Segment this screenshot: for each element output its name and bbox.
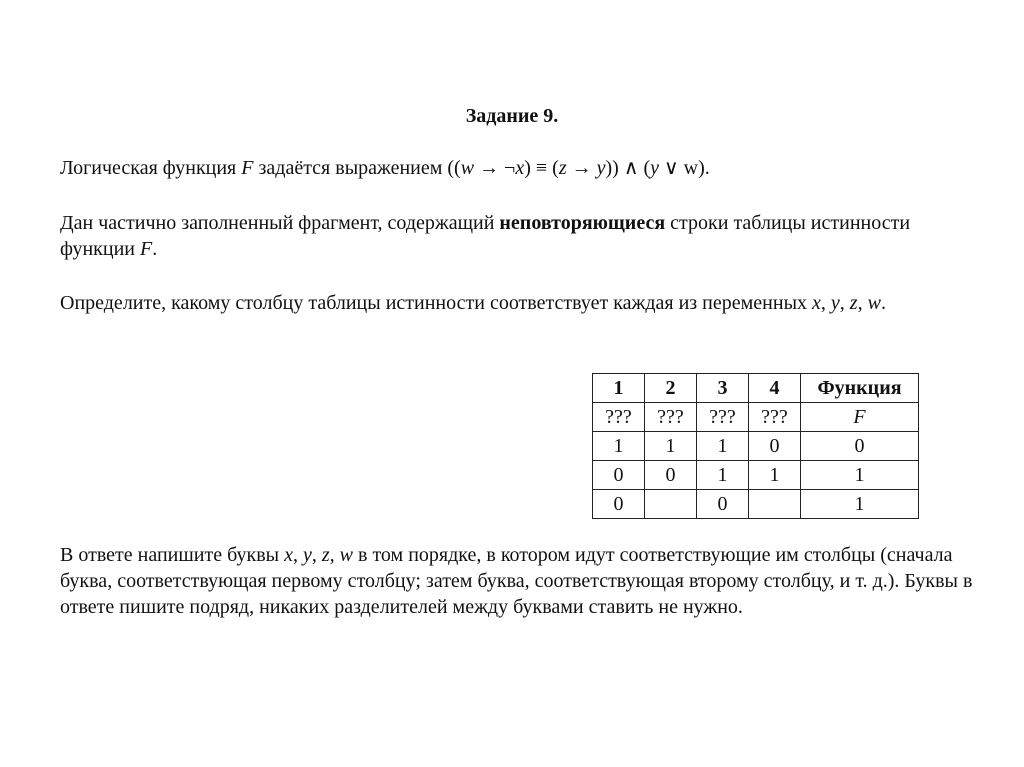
table-cell: ??? — [749, 403, 801, 432]
table-cell: 0 — [697, 490, 749, 519]
function-definition — [60, 155, 980, 181]
table-cell: 0 — [801, 432, 919, 461]
text: ) ≡ ( — [524, 157, 559, 179]
var-w: w — [339, 544, 354, 566]
table-header-cell: 4 — [749, 374, 801, 403]
table-cell: 1 — [749, 461, 801, 490]
var-z: z — [558, 157, 567, 179]
table-cell: 1 — [697, 461, 749, 490]
var-x: x — [812, 292, 821, 314]
table-cell-empty — [645, 490, 697, 519]
table-header-cell: 2 — [645, 374, 697, 403]
table-header-cell: 1 — [593, 374, 645, 403]
var-w: w — [460, 157, 475, 179]
text: строки таблицы истинности функции — [60, 212, 911, 260]
text: Определите, какому столбцу таблицы истинности соответствует каждая из переменных — [60, 292, 813, 314]
text: , — [857, 292, 868, 314]
text: , — [820, 292, 831, 314]
text: задаётся выражением (( — [253, 157, 461, 179]
var-y: y — [830, 292, 840, 314]
text: , — [329, 544, 340, 566]
table-cell: ??? — [593, 403, 645, 432]
table-cell: F — [801, 403, 919, 432]
text: )) ∧ ( — [605, 157, 651, 179]
table-cell: ??? — [645, 403, 697, 432]
text: в том порядке, в котором идут соответствующие им столбцы (сначала буква, соответствующая первому столбцу; затем буква, соответствующая второму столбцу, и т. д.). Буквы в ответе пишите подряд, никаких разделителей между буквами ставить не нужно. — [60, 544, 973, 618]
table-header-cell: 3 — [697, 374, 749, 403]
text: В ответе напишите буквы — [60, 544, 285, 566]
var-y: y — [650, 157, 660, 179]
answer-instructions — [60, 542, 980, 620]
table-cell: 1 — [697, 432, 749, 461]
truth-table — [592, 373, 919, 519]
text: , — [839, 292, 850, 314]
table-cell: 0 — [645, 461, 697, 490]
text: Дан частично заполненный фрагмент, содержащий — [60, 212, 500, 234]
text: → — [566, 157, 597, 179]
table-cell: 1 — [593, 432, 645, 461]
emphasis: неповторяющиеся — [499, 212, 666, 234]
table-cell: 1 — [801, 490, 919, 519]
table-cell: ??? — [697, 403, 749, 432]
table-cell-empty — [749, 490, 801, 519]
table-cell: 1 — [801, 461, 919, 490]
table-cell: 0 — [749, 432, 801, 461]
var-z: z — [849, 292, 858, 314]
text: , — [311, 544, 322, 566]
var-x: x — [284, 544, 293, 566]
table-cell: 0 — [593, 461, 645, 490]
fragment-description — [60, 210, 980, 262]
text: , — [292, 544, 303, 566]
text: . — [880, 292, 886, 314]
var-y: y — [302, 544, 312, 566]
var-y: y — [596, 157, 606, 179]
table-row — [593, 432, 919, 461]
table-row — [593, 490, 919, 519]
var-z: z — [321, 544, 330, 566]
table-header-cell: Функция — [801, 374, 919, 403]
var-f: F — [140, 238, 153, 260]
task-title: Задание 9. — [465, 105, 559, 127]
text: ∨ w). — [659, 157, 710, 179]
var-w: w — [867, 292, 881, 314]
var-f: F — [241, 157, 254, 179]
table-header-row — [593, 374, 919, 403]
var-x: x — [515, 157, 525, 179]
table-row — [593, 403, 919, 432]
table-cell: 0 — [593, 490, 645, 519]
text: → ¬ — [474, 157, 516, 179]
text: Логическая функция — [60, 157, 242, 179]
question-text — [60, 290, 980, 316]
table-cell: 1 — [645, 432, 697, 461]
table-row — [593, 461, 919, 490]
text: . — [152, 238, 158, 260]
